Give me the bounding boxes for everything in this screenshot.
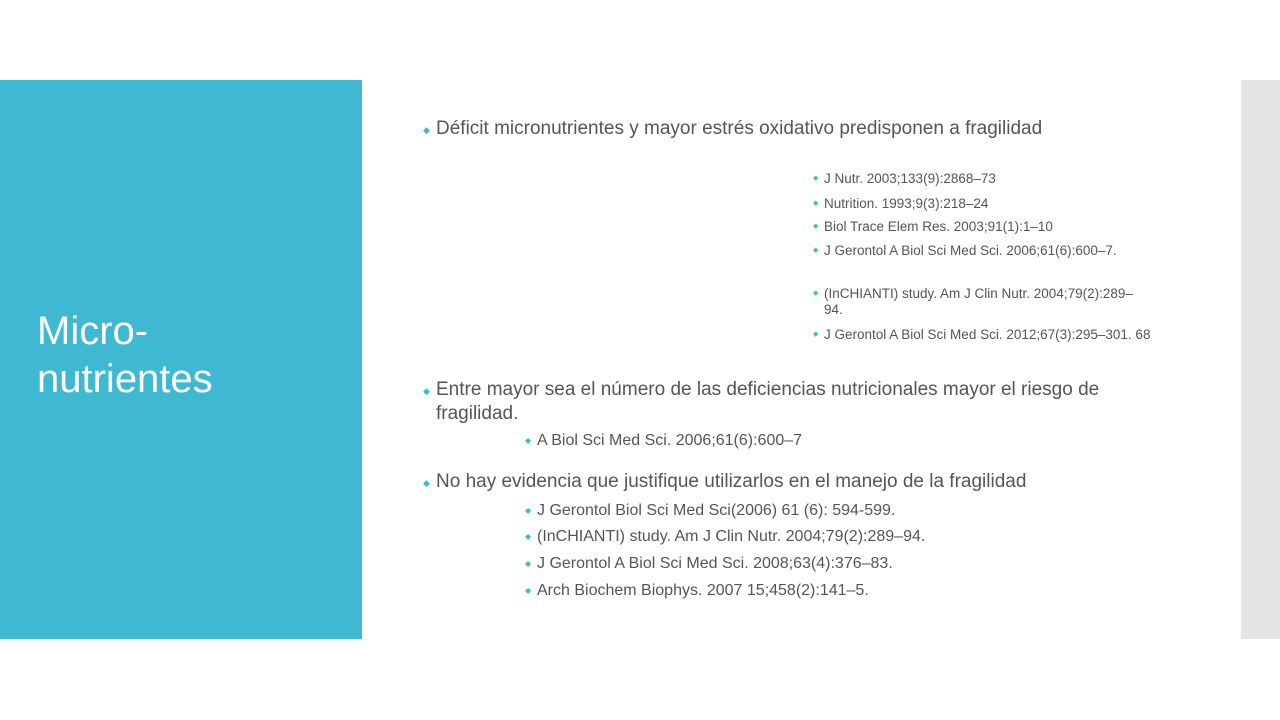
bullet-text: No hay evidencia que justifique utilizarlos en el manejo de la fragilidad bbox=[436, 471, 1027, 492]
reference-item bbox=[525, 527, 1157, 547]
square-bullet-icon: ◆ bbox=[525, 532, 532, 541]
reference-text: J Gerontol Biol Sci Med Sci(2006) 61 (6): 594-599. bbox=[537, 502, 896, 519]
square-bullet-icon: ◆ bbox=[813, 331, 819, 338]
reference-item bbox=[525, 581, 1157, 601]
bullet-no-evidence bbox=[423, 470, 1176, 494]
reference-item bbox=[813, 171, 1169, 187]
side-strip bbox=[1241, 80, 1280, 639]
reference-text: Biol Trace Elem Res. 2003;91(1):1–10 bbox=[824, 219, 1053, 234]
reference-text: (InCHIANTI) study. Am J Clin Nutr. 2004;79(2):289–94. bbox=[537, 528, 926, 545]
reference-item bbox=[813, 327, 1164, 343]
square-bullet-icon: ◆ bbox=[525, 559, 532, 568]
reference-text: Nutrition. 1993;9(3):218–24 bbox=[824, 196, 989, 211]
reference-text: A Biol Sci Med Sci. 2006;61(6):600–7 bbox=[537, 432, 803, 449]
reference-item bbox=[813, 286, 1144, 318]
reference-text: J Gerontol A Biol Sci Med Sci. 2008;63(4):376–83. bbox=[537, 555, 893, 572]
square-bullet-icon: ◆ bbox=[525, 506, 532, 515]
square-bullet-icon: ◆ bbox=[525, 586, 532, 595]
reference-text: Arch Biochem Biophys. 2007 15;458(2):141–5. bbox=[537, 582, 869, 599]
bullet-micronutrient-deficit bbox=[423, 117, 1176, 141]
square-bullet-icon: ◆ bbox=[423, 125, 430, 135]
slide-title: Micro- nutrientes bbox=[37, 309, 213, 401]
reference-item bbox=[813, 219, 1169, 235]
bullet-text: Déficit micronutrientes y mayor estrés oxidativo predisponen a fragilidad bbox=[436, 118, 1043, 139]
reference-item bbox=[525, 554, 1157, 574]
square-bullet-icon: ◆ bbox=[525, 436, 532, 445]
reference-text: J Gerontol A Biol Sci Med Sci. 2012;67(3):295–301. 68 bbox=[824, 327, 1151, 342]
reference-text: (InCHIANTI) study. Am J Clin Nutr. 2004;79(2):289–94. bbox=[824, 286, 1133, 317]
square-bullet-icon: ◆ bbox=[813, 290, 819, 297]
reference-item bbox=[813, 243, 1164, 259]
square-bullet-icon: ◆ bbox=[423, 478, 430, 488]
square-bullet-icon: ◆ bbox=[813, 223, 819, 230]
reference-item bbox=[813, 196, 1169, 212]
square-bullet-icon: ◆ bbox=[813, 200, 819, 207]
bullet-text: Entre mayor sea el número de las deficiencias nutricionales mayor el riesgo de fragilidad. bbox=[436, 379, 1100, 424]
square-bullet-icon: ◆ bbox=[423, 386, 430, 396]
square-bullet-icon: ◆ bbox=[813, 247, 819, 254]
reference-text: J Gerontol A Biol Sci Med Sci. 2006;61(6):600–7. bbox=[824, 243, 1117, 258]
square-bullet-icon: ◆ bbox=[813, 175, 819, 182]
reference-text: J Nutr. 2003;133(9):2868–73 bbox=[824, 171, 996, 186]
bullet-deficiency-count bbox=[423, 378, 1176, 426]
reference-item bbox=[525, 431, 1157, 451]
reference-item bbox=[525, 501, 1157, 521]
